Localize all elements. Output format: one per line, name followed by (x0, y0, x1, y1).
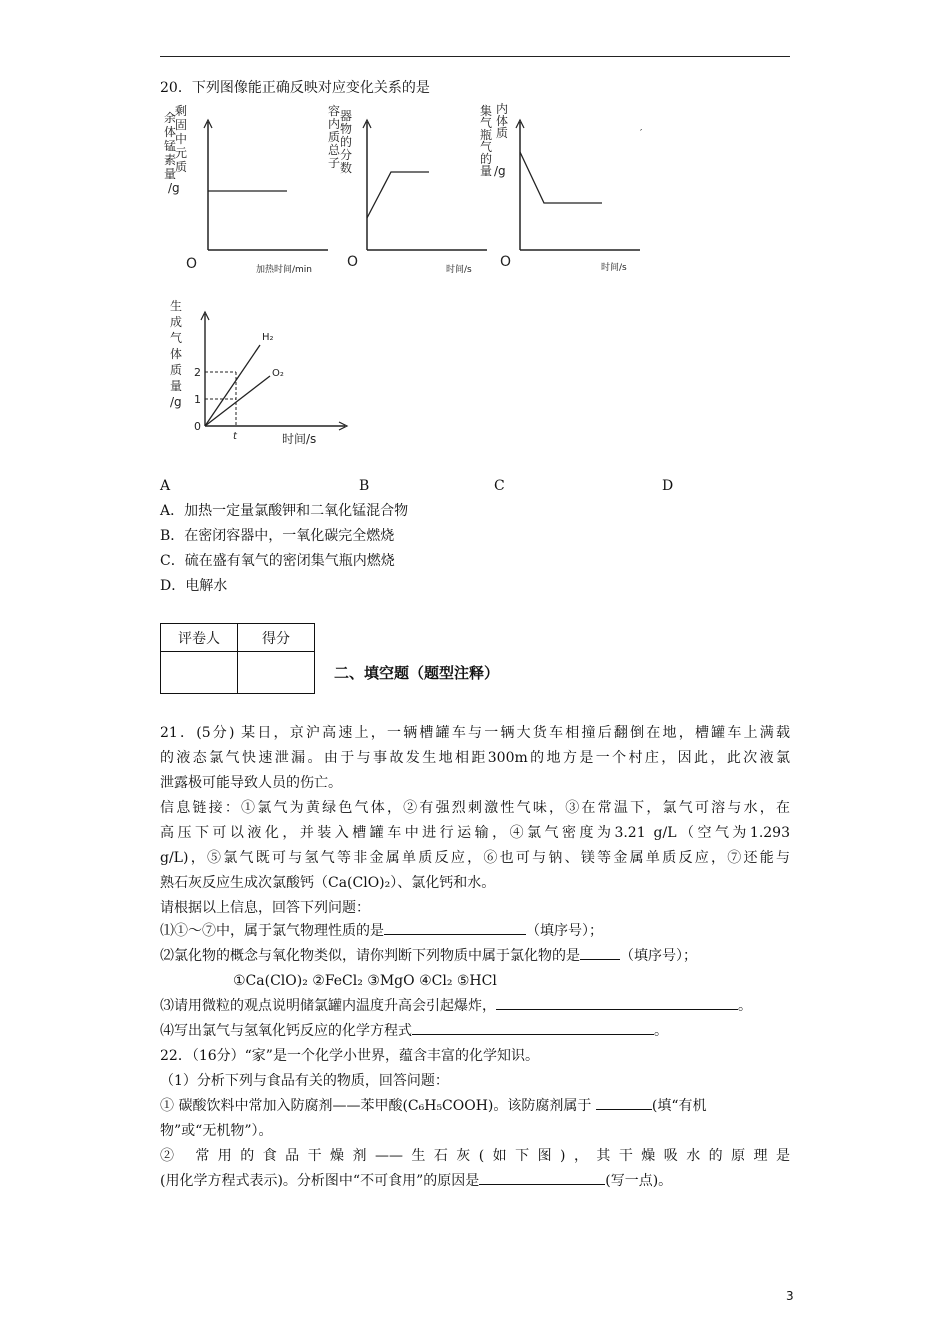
ya9: 量 (164, 167, 177, 181)
q21-line1: 21．(5分) 某日，京沪高速上，一辆槽罐车与一辆大货车相撞后翻倒在地，槽罐车上满载 (160, 725, 790, 741)
yb7: 分 (340, 148, 353, 162)
yc6: 的 (480, 152, 493, 166)
graph-b-curve (367, 172, 429, 218)
yc9: /g (494, 164, 506, 178)
q21-line7: 熟石灰反应生成次氯酸钙（Ca(ClO)₂）、氯化钙和水。 (160, 875, 496, 891)
yc0: 集 (480, 104, 493, 118)
yb4: 质 (328, 130, 341, 144)
q22-line3-text: ① 碳酸饮料中常加入防腐剂——苯甲酸(C₆H₅COOH)。该防腐剂属于 (160, 1098, 592, 1114)
q21-part3 (160, 997, 752, 1015)
header-rule (160, 56, 790, 57)
ya4: 中 (175, 132, 188, 146)
q21-line6: g/L)，⑤氯气既可与氢气等非金属单质反应，⑥也可与钠、镁等金属单质反应，⑦还能与 (160, 850, 790, 866)
graph-c-ylabel (480, 101, 512, 178)
q21-line3: 泄露极可能导致人员的伤亡。 (160, 775, 342, 791)
graph-d-o2-line (205, 376, 270, 426)
q22-line1: 22．（16分）“家”是一个化学小世界，蕴含丰富的化学知识。 (160, 1048, 539, 1064)
graph-a-xlabel: 加热时间/min (256, 265, 313, 275)
graph-d (160, 296, 360, 446)
graph-c (474, 100, 649, 280)
q21-part2-tail: （填序号）； (620, 948, 697, 964)
yb3: 物 (340, 122, 353, 136)
graph-d-tick-t: t (233, 431, 237, 442)
yb5: 的 (340, 135, 353, 149)
graph-c-xlabel: 时间/s (601, 263, 627, 273)
yd3: 体 (170, 347, 183, 361)
yc4: 气 (480, 140, 493, 154)
yd5: 量 (170, 379, 183, 393)
graph-label-a: A (160, 478, 171, 494)
yd1: 成 (170, 315, 183, 329)
q21-part2-choices: ①Ca(ClO)₂ ②FeCl₂ ③MgO ④Cl₂ ⑤HCl (233, 973, 497, 989)
q21-line8: 请根据以上信息，回答下列问题： (160, 900, 370, 916)
yb9: 数 (340, 161, 353, 175)
yd2: 气 (170, 331, 183, 345)
q20-option-b: B．在密闭容器中，一氧化碳完全燃烧 (160, 528, 395, 544)
ya6: 元 (175, 146, 188, 160)
q20-stem: 20．下列图像能正确反映对应变化关系的是 (160, 80, 430, 96)
q20-option-c: C．硫在盛有氧气的密闭集气瓶内燃烧 (160, 553, 395, 569)
q22-line6 (160, 1172, 672, 1190)
yd4: 质 (170, 363, 183, 377)
yb0: 容 (328, 104, 341, 118)
yc3: 内 (496, 102, 509, 116)
ya1: 余 (164, 111, 177, 125)
yc7: 质 (496, 126, 509, 140)
q21-line4: 信息链接：①氯气为黄绿色气体，②有强烈刺激性气味，③在常温下，氯气可溶与水，在 (160, 800, 790, 816)
q21-part3-blank[interactable] (496, 997, 738, 1010)
q22-line2: （1）分析下列与食品有关的物质，回答问题： (160, 1073, 449, 1089)
q20-option-d: D．电解水 (160, 578, 228, 594)
graph-c-origin: O (500, 254, 512, 270)
yc1: 气 (480, 116, 493, 130)
ya0: 剩 (175, 104, 188, 118)
q21-part4 (160, 1022, 668, 1040)
graph-a (160, 100, 330, 280)
q21-part3-tail: 。 (738, 998, 752, 1014)
grader-header: 评卷人 (161, 624, 238, 652)
graph-d-tick-1: 1 (194, 393, 201, 406)
q22-reason-blank[interactable] (479, 1172, 605, 1185)
score-cell[interactable] (238, 652, 315, 694)
graph-d-origin: 0 (194, 420, 201, 433)
graph-d-o2-label: O₂ (272, 368, 284, 379)
yb6: 总 (328, 143, 341, 157)
graph-a-origin: O (186, 256, 198, 272)
graph-label-c: C (494, 478, 505, 494)
q21-part1 (160, 922, 603, 940)
q21-part4-tail: 。 (654, 1023, 668, 1039)
score-header: 得分 (238, 624, 315, 652)
q22-line4: 物”或“无机物”）。 (160, 1123, 273, 1139)
graph-d-ylabel (170, 298, 186, 409)
ya7: 素 (164, 153, 177, 167)
q21-part2-blank[interactable] (580, 947, 620, 960)
q21-part4-text: ⑷写出氯气与氢氧化钙反应的化学方程式 (160, 1023, 412, 1039)
yb2: 内 (328, 117, 341, 131)
graph-b-ylabel (328, 103, 356, 175)
grader-cell[interactable] (161, 652, 238, 694)
graph-label-b: B (359, 478, 370, 494)
q20-option-a: A．加热一定量氯酸钾和二氧化锰混合物 (160, 503, 409, 519)
graph-d-xlabel: 时间/s (282, 432, 317, 446)
q22-line3 (160, 1097, 706, 1115)
graph-d-h2-line (205, 345, 260, 426)
graph-label-d: D (662, 478, 674, 494)
q21-part1-text: ⑴①～⑦中，属于氯气物理性质的是 (160, 923, 384, 939)
graph-a-ylabel (164, 104, 187, 195)
q21-part4-blank[interactable] (412, 1022, 654, 1035)
page-number: 3 (786, 1289, 794, 1303)
ya8: 质 (175, 160, 188, 174)
q22-line5: ② 常用的食品干燥剂——生石灰(如下图)，其干燥吸水的原理是 (160, 1148, 790, 1164)
graph-d-tick-2: 2 (194, 366, 201, 379)
yd6: /g (170, 395, 182, 409)
yc8: 量 (480, 164, 493, 178)
yb1: 器 (340, 109, 353, 123)
q21-line5: 高压下可以液化，并装入槽罐车中进行运输，④氯气密度为3.21 g/L（空气为1.293 (160, 825, 790, 841)
graph-b-xlabel: 时间/s (446, 265, 472, 275)
graph-b (320, 100, 493, 280)
graph-b-origin: O (347, 254, 359, 270)
score-table (160, 623, 315, 694)
q21-part2 (160, 947, 697, 965)
yb8: 子 (328, 156, 341, 170)
q21-line2: 的液态氯气快速泄漏。由于与事故发生地相距300m的地方是一个村庄，因此，此次液氯 (160, 750, 790, 766)
graph-d-h2-label: H₂ (262, 332, 274, 343)
q21-part3-text: ⑶请用微粒的观点说明储氯罐内温度升高会引起爆炸， (160, 998, 496, 1014)
section-title: 二、填空题（题型注释） (334, 664, 500, 682)
yc5: 体 (496, 114, 509, 128)
q22-line3-tail: (填“有机 (651, 1098, 707, 1114)
yd0: 生 (170, 299, 183, 313)
q22-organic-blank[interactable] (596, 1097, 652, 1110)
q21-part1-tail: （填序号）； (526, 923, 603, 939)
ya10: /g (168, 181, 180, 195)
graph-c-mark: ′ (640, 128, 643, 139)
q21-part1-blank[interactable] (384, 922, 526, 935)
ya5: 锰 (164, 139, 177, 153)
q22-line6-tail: (写一点)。 (605, 1173, 673, 1189)
ya2: 固 (175, 118, 188, 132)
q22-line6-text: (用化学方程式表示)。分析图中“不可食用”的原因是 (160, 1173, 480, 1189)
ya3: 体 (164, 125, 177, 139)
q21-part2-text: ⑵氯化物的概念与氧化物类似，请你判断下列物质中属于氯化物的是 (160, 948, 580, 964)
yc2: 瓶 (480, 128, 493, 142)
graph-c-curve (520, 152, 602, 203)
